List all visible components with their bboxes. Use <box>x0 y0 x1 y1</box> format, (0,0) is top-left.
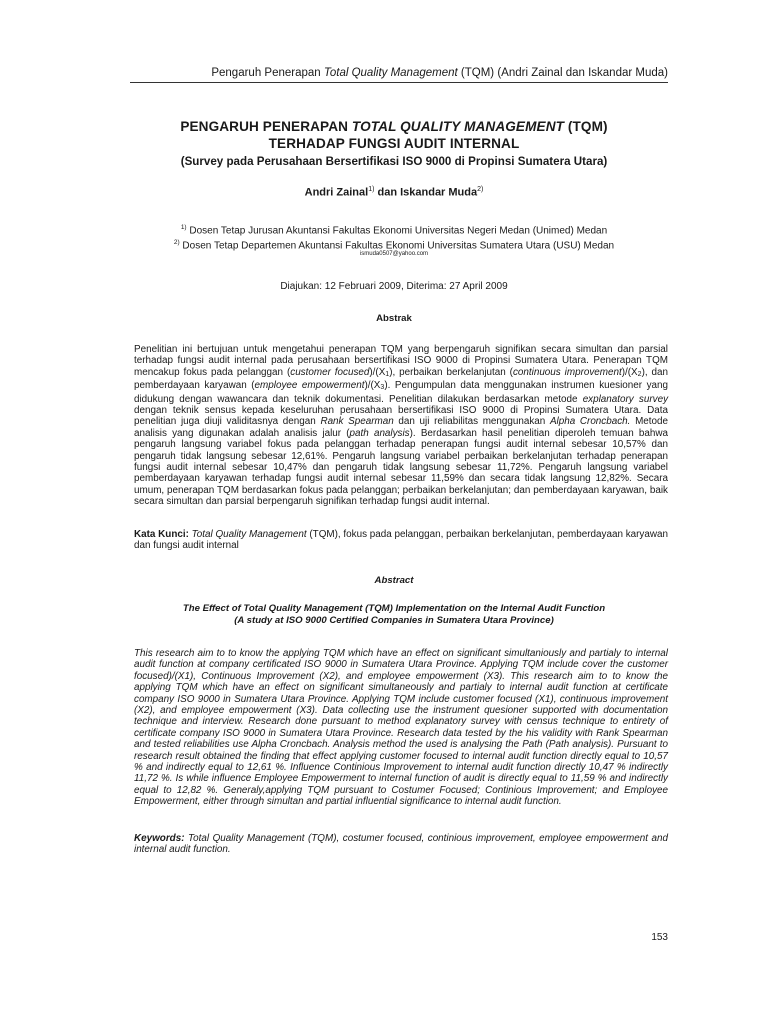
author-line <box>120 186 668 199</box>
affiliation-1-mark: 1) <box>180 224 187 231</box>
abstrak-sub-2: 2 <box>637 370 642 378</box>
title-line-2: TERHADAP FUNGSI AUDIT INTERNAL <box>268 136 520 151</box>
abstrak-text-4: )/(X <box>621 366 638 378</box>
abstrak-text-7: ). Pengumpulan data menggunakan instrumen kuesioner yang didukung dengan wawancara dan teknik dokumentasi. Penelitian dilakukan berdasarkan metode <box>134 380 668 405</box>
abstrak-italic-2: continuous improvement <box>512 366 622 378</box>
article-subtitle: (Survey pada Perusahaan Bersertifikasi ISO 9000 di Propinsi Sumatera Utara) <box>180 155 608 168</box>
affiliation-1-text: Dosen Tetap Jurusan Akuntansi Fakultas Ekonomi Universitas Negeri Medan (Unimed) Medan <box>186 225 608 237</box>
abstract-body <box>134 648 668 808</box>
running-header-suffix: (TQM) (Andri Zainal dan Iskandar Muda) <box>457 67 668 79</box>
kata-kunci-text: (TQM), fokus pada pelanggan, perbaikan berkelanjutan, pemberdayaan karyawan dan fungsi audit internal <box>134 529 668 552</box>
abstrak-heading: Abstrak <box>376 313 412 324</box>
running-header-prefix: Pengaruh Penerapan <box>211 67 324 79</box>
running-header-italic: Total Quality Management <box>323 67 458 79</box>
abstrak-text-10: Metode analisis yang digunakan adalah analisis jalur ( <box>134 416 669 439</box>
abstrak-paragraph <box>134 344 668 508</box>
abstrak-italic-3: employee empowerment <box>254 380 365 392</box>
abstrak-italic-5: Rank Spearman <box>320 416 394 428</box>
english-title-line-2: (A study at ISO 9000 Certified Companies in Sumatera Utara Province) <box>234 614 554 626</box>
abstrak-text-1: Penelitian ini bertujuan untuk mengetahui penerapan TQM yang berpengaruh signifikan secara simultan dan parsial terhadap fungsi audit internal pada perusahaan bersertifikasi ISO 9000 di Propinsi Sumatera Utara. Penerapan TQM mencakup fokus pada pelanggan ( <box>134 344 668 378</box>
running-header <box>130 66 668 83</box>
affiliation-2-mark: 2) <box>173 239 180 246</box>
abstract-heading: Abstract <box>374 575 414 586</box>
kata-kunci-label: Kata Kunci: <box>134 529 189 540</box>
abstrak-text-9: dan uji reliabilitas menggunakan <box>393 416 550 428</box>
abstrak-body <box>134 344 668 508</box>
keywords-label: Keywords: <box>134 833 185 844</box>
abstrak-text-3: ), perbaikan berkelanjutan ( <box>389 366 513 378</box>
kata-kunci <box>134 529 668 552</box>
author-2-mark: 2) <box>477 186 484 193</box>
abstrak-italic-7: path analysis <box>349 427 410 439</box>
submission-dates: Diajukan: 12 Februari 2009, Diterima: 27 April 2009 <box>280 281 508 292</box>
author-connector: dan <box>374 186 401 199</box>
page-number: 153 <box>651 932 668 943</box>
author-1-mark: 1) <box>368 186 375 193</box>
affiliation-1 <box>120 221 668 237</box>
title-line-1 <box>120 118 668 135</box>
abstrak-sub-3: 3 <box>380 384 385 392</box>
abstrak-text-5: ), dan pemberdayaan karyawan ( <box>134 366 668 392</box>
kata-kunci-italic: Total Quality Management <box>188 529 307 540</box>
abstrak-text-2: )/(X <box>369 366 386 378</box>
abstrak-italic-6: Alpha Croncbach. <box>549 416 631 428</box>
abstrak-text-8: dengan teknik sensus kepada keseluruhan perusahaan bersertifikasi ISO 9000 di Propinsi Sumatera Utara. Data penelitian juga diuji validitasnya dengan <box>134 405 668 428</box>
affiliation-2-text: Dosen Tetap Departemen Akuntansi Fakultas Ekonomi Universitas Sumatera Utara (USU) Medan <box>179 240 615 252</box>
keywords <box>134 833 668 856</box>
abstrak-italic-1: customer focused <box>290 366 370 378</box>
author-email: ismuda0507@yahoo.com <box>359 251 429 257</box>
abstrak-sub-1: 1 <box>385 370 390 378</box>
abstrak-text-11: ). Berdasarkan hasil penelitian diperoleh temuan bahwa pengaruh langsung variabel fokus pada pelanggan terhadap penerapan fungsi audit internal sebesar 10,57% dan pengaruh tidak langsung sebesar 12,61%. Pengaruh langsung variabel perbaikan berkelanjutan terhadap penerapan fungsi audit internal sebesar 10,47% dan pengaruh tidak langsung sebesar 11,72%. Pengaruh langsung variabel pemberdayaan karyawan terhadap fungsi audit internal sebesar 11,59% dan secara tidak langsung 12,82%. Secara umum, penerapan TQM berdasarkan fokus pada pelanggan; perbaikan berkelanjutan; dan pemberdayaan karyawan, baik secara simultan dan parsial berpengaruh signifikan terhadap fungsi audit internal. <box>134 427 668 508</box>
keywords-text: Total Quality Management (TQM), costumer focused, continious improvement, employee empowerment and internal audit function. <box>134 833 668 856</box>
abstrak-italic-4: explanatory survey <box>582 393 669 405</box>
author-2: Iskandar Muda <box>400 186 478 199</box>
title-suffix: (TQM) <box>564 119 608 134</box>
article-title <box>120 118 668 169</box>
abstrak-text-6: )/(X <box>364 380 381 392</box>
title-italic: TOTAL QUALITY MANAGEMENT <box>351 119 565 134</box>
english-title <box>120 603 668 626</box>
author-1: Andri Zainal <box>304 186 369 199</box>
title-prefix: PENGARUH PENERAPAN <box>180 119 352 134</box>
abstract-paragraph: This research aim to to know the applying TQM which have an effect on significant simultaniously and partialy to internal audit function at company certificated ISO 9000 in Sumatera Utara Province. Applying TQM include cover the customer focused)/(X1), Continuous Improvement (X2), and employee empowerment (X3). This research aim to to know the applying TQM which have an effect on significant simultaneously and partialy to internal audit function at certificate company ISO 9000 in Sumatera Utara Province. Applying TQM include customer focused (X1), continuous improvement (X2), and employee empowerment (X3). Data collecting use the instrument quesioner supported with documentation technique and interview. Research done pursuant to method explanatory survey with census technique to entirety of certificate company ISO 9000 in Sumatera Utara Province. Research data tested by the his validity with Rank Spearman and tested reliabilities use Alpha Croncbach. Analysis method the used is analysing the Path (Path analysis). Pursuant to research result obtained the finding that effect applying customer focused to internal audit function directly equal to 10,57 % and indirectly equal to 12,61 %. Influence Continious Improvement to internal audit function directly 10,47 % indirectly 11,72 %. Is while influence Employee Empowerment to internal function of audit is directly equal to 11,59 % and indirectly equal to 12,82 %. Generaly,applying TQM pursuant to Costumer Focused; Continious Improvement; and Employee Empowerment, either through simultan and partial influential significance to internal audit function. <box>134 648 668 808</box>
english-title-line-1: The Effect of Total Quality Management (TQM) Implementation on the Internal Audit Function <box>182 603 606 614</box>
